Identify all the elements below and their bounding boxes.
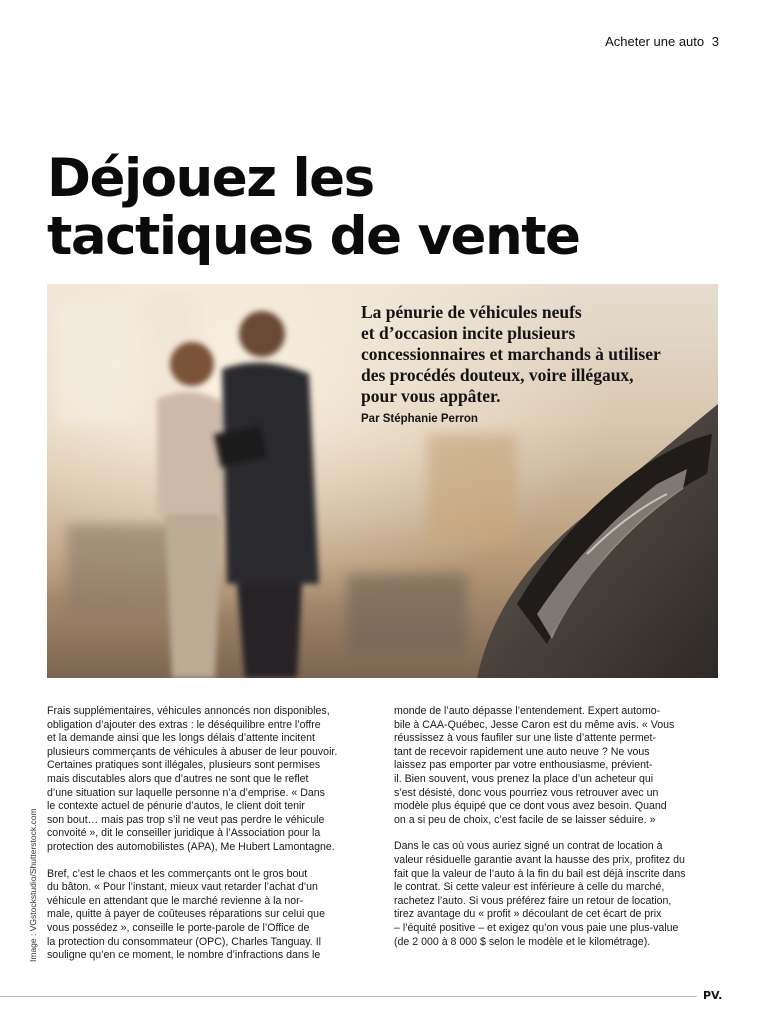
body-column-right	[394, 705, 729, 962]
text-line: Certaines pratiques sont illégales, plusieurs sont permises	[47, 759, 321, 772]
title-line-2: tactiques de vente	[47, 206, 580, 267]
text-line: plusieurs commerçants de véhicules à abuser de leur pouvoir.	[47, 745, 338, 758]
text-line: monde de l’auto dépasse l’entendement. Expert automo-	[394, 705, 661, 717]
text-line: Dans le cas où vous auriez signé un contrat de location à	[394, 840, 663, 853]
text-line: le contexte actuel de pénurie d’autos, le client doit tenir	[47, 800, 305, 813]
text-line: la protection du consommateur (OPC), Charles Tanguay. Il	[47, 935, 321, 948]
standfirst-line: des procédés douteux, voire illégaux,	[361, 365, 634, 385]
image-credit: Image : VGstockstudio/Shutterstock.com	[28, 808, 38, 962]
standfirst-line: et d’occasion incite plusieurs	[361, 323, 576, 343]
text-line: bile à CAA-Québec, Jesse Caron est du même avis. « Vous	[394, 718, 675, 731]
text-line: mais discutables alors que d’autres ne sont que le reflet	[47, 772, 309, 785]
paragraph	[47, 705, 382, 855]
text-line: valeur résiduelle garantie avant la hausse des prix, profitez du	[394, 853, 685, 866]
text-line: (de 2 000 à 8 000 $ selon le modèle et le kilométrage).	[394, 935, 651, 948]
text-line: souligne qu’en ce moment, le nombre d’infractions dans le	[47, 949, 321, 962]
text-line: d’une situation sur laquelle personne n’a d’emprise. « Dans	[47, 786, 325, 799]
text-line: du bâton. « Pour l’instant, mieux vaut retarder l’achat d’un	[47, 881, 318, 894]
text-line: tant de recevoir rapidement une auto neuve ? Ne vous	[394, 745, 650, 758]
text-line: Frais supplémentaires, véhicules annoncés non disponibles,	[47, 705, 330, 717]
text-line: le contrat. Si cette valeur est inférieure à celle du marché,	[394, 881, 665, 894]
text-line: et la demande ainsi que les longs délais d’attente incitent	[47, 732, 315, 745]
footer-divider	[0, 996, 697, 997]
text-line: tirez avantage du « profit » découlant de cet écart de prix	[394, 908, 662, 921]
standfirst-line: concessionnaires et marchands à utiliser	[361, 344, 661, 364]
text-line: – l’équité positive – et exigez qu’on vous paie une plus-value	[394, 921, 679, 934]
footer-logo: PV.	[703, 989, 723, 1002]
standfirst	[361, 302, 711, 407]
body-column-left	[47, 705, 382, 976]
paragraph	[394, 705, 729, 827]
text-line: Bref, c’est le chaos et les commerçants ont le gros bout	[47, 867, 308, 880]
text-line: laissez pas emporter par votre enthousiasme, prévient-	[394, 759, 653, 772]
text-line: il. Bien souvent, vous prenez la place d’un acheteur qui	[394, 772, 654, 785]
text-line: rachetez l’auto. Si vous préférez faire un retour de location,	[394, 894, 672, 907]
paragraph	[47, 868, 382, 963]
running-head	[605, 34, 719, 49]
section-name: Acheter une auto	[605, 34, 705, 49]
text-line: fait que la valeur de l’auto à la fin du bail est déjà inscrite dans	[394, 867, 686, 880]
text-line: réussissez à vous faufiler sur une liste d’attente permet-	[394, 732, 657, 745]
paragraph	[394, 840, 729, 949]
text-line: modèle plus équipé que ce dont vous avez besoin. Quand	[394, 800, 667, 813]
text-line: convoité », dit le conseiller juridique à l’Association pour la	[47, 827, 321, 840]
text-line: on a si peu de choix, c’est facile de se laisser séduire. »	[394, 813, 656, 826]
text-line: obligation d’ajouter des extras : le déséquilibre entre l’offre	[47, 718, 321, 731]
text-line: vous possédez », conseille le porte-parole de l’Office de	[47, 921, 310, 934]
text-line: véhicule en attendant que le marché revienne à la nor-	[47, 894, 304, 907]
byline: Par Stéphanie Perron	[361, 413, 478, 425]
standfirst-line: La pénurie de véhicules neufs	[361, 302, 582, 322]
article-title	[47, 150, 727, 266]
text-line: s’est désisté, donc vous pourriez vous retrouver avec un	[394, 786, 659, 799]
text-line: protection des automobilistes (APA), Me Hubert Lamontagne.	[47, 840, 335, 853]
page-number: 3	[711, 34, 719, 49]
text-line: son bout… mais pas trop s’il ne veut pas perdre le véhicule	[47, 813, 325, 826]
text-line: male, quitte à payer de coûteuses réparations sur celui que	[47, 908, 325, 921]
standfirst-line: pour vous appâter.	[361, 386, 501, 406]
title-line-1: Déjouez les	[47, 148, 374, 209]
